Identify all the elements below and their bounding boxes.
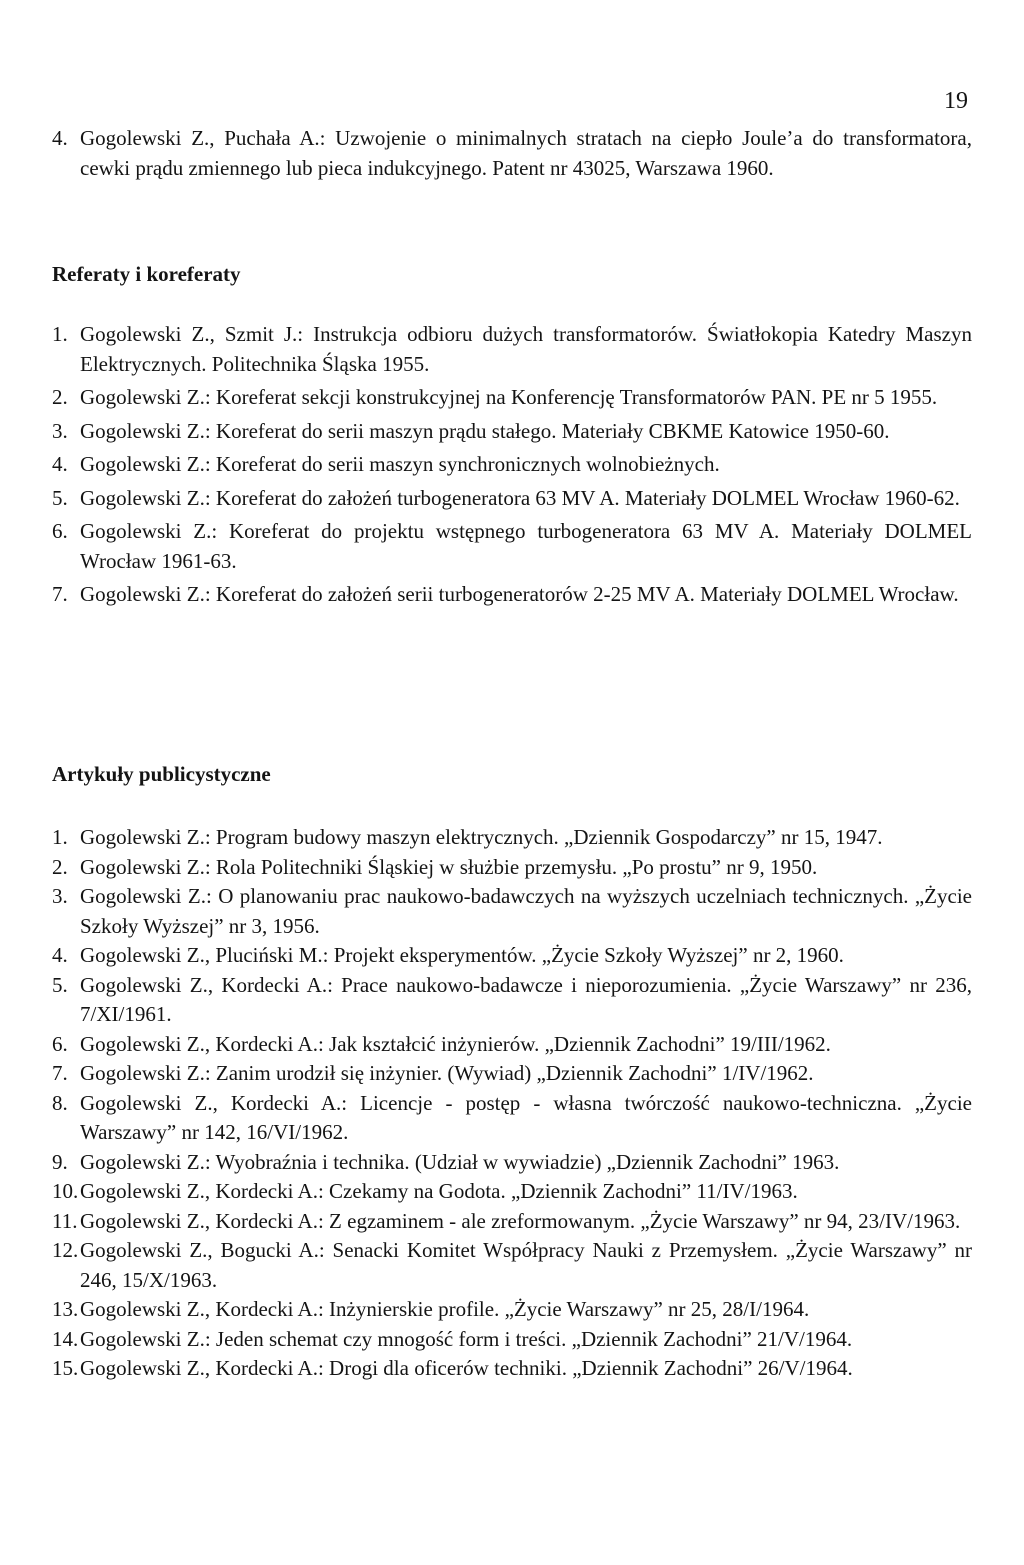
page-number: 19	[944, 88, 968, 114]
item-number: 1.	[52, 322, 68, 346]
item-number: 7.	[52, 1061, 68, 1085]
item-text: Gogolewski Z.: O planowaniu prac naukowo-badawczych na wyższych uczelniach technicznych. „Życie Szkoły Wyższej” nr 3, 1956.	[80, 884, 972, 938]
artykuly-list	[52, 823, 972, 1384]
list-item	[52, 580, 972, 610]
list-item	[52, 1236, 972, 1295]
item-number: 6.	[52, 519, 68, 543]
referaty-list	[52, 320, 972, 610]
item-text: Gogolewski Z., Pluciński M.: Projekt eksperymentów. „Życie Szkoły Wyższej” nr 2, 1960.	[80, 943, 844, 967]
list-item	[52, 1059, 972, 1089]
item-number: 15.	[52, 1356, 79, 1380]
item-number: 7.	[52, 582, 68, 606]
item-text: Gogolewski Z., Kordecki A.: Inżynierskie profile. „Życie Warszawy” nr 25, 28/I/1964.	[80, 1297, 810, 1321]
section-heading-referaty: Referaty i koreferaty	[52, 262, 241, 286]
item-text: Gogolewski Z., Kordecki A.: Czekamy na Godota. „Dziennik Zachodni” 11/IV/1963.	[80, 1179, 798, 1203]
item-number: 5.	[52, 485, 68, 510]
item-text: Gogolewski Z., Bogucki A.: Senacki Komitet Współpracy Nauki z Przemysłem. „Życie Warszawy” nr 246, 15/X/1963.	[80, 1238, 972, 1292]
list-item	[52, 1295, 972, 1325]
item-text: Gogolewski Z.: Koreferat do założeń serii turbogeneratorów 2-25 MV A. Materiały DOLMEL Wrocław.	[80, 582, 959, 606]
item-number: 4.	[52, 126, 68, 150]
section-heading-artykuly: Artykuły publicystyczne	[52, 762, 271, 786]
item-number: 8.	[52, 1090, 68, 1115]
item-text: Gogolewski Z.: Koreferat do serii maszyn prądu stałego. Materiały CBKME Katowice 1950-60.	[80, 418, 890, 443]
item-text: Gogolewski Z.: Koreferat do założeń turbogeneratora 63 MV A. Materiały DOLMEL Wrocław 1960-62.	[80, 485, 960, 510]
list-item	[52, 971, 972, 1030]
item-text: Gogolewski Z., Puchała A.: Uzwojenie o minimalnych stratach na ciepło Joule’a do transformatora, cewki prądu zmiennego lub pieca indukcyjnego. Patent nr 43025, Warszawa 1960.	[80, 126, 972, 180]
list-item	[52, 1325, 972, 1355]
item-number: 10.	[52, 1179, 79, 1203]
list-item	[52, 320, 972, 379]
list-item	[52, 484, 972, 514]
item-number: 14.	[52, 1326, 79, 1351]
item-number: 4.	[52, 943, 68, 967]
list-item	[52, 1177, 972, 1207]
list-item	[52, 124, 972, 183]
item-text: Gogolewski Z.: Jeden schemat czy mnogość form i treści. „Dziennik Zachodni” 21/V/1964.	[80, 1326, 853, 1351]
item-number: 12.	[52, 1238, 79, 1262]
item-number: 5.	[52, 972, 68, 997]
list-item	[52, 823, 972, 853]
list-item	[52, 417, 972, 447]
item-number: 2.	[52, 385, 68, 409]
item-number: 3.	[52, 884, 68, 908]
list-item	[52, 1354, 972, 1384]
item-text: Gogolewski Z.: Wyobraźnia i technika. (Udział w wywiadzie) „Dziennik Zachodni” 1963.	[80, 1149, 840, 1174]
item-text: Gogolewski Z., Szmit J.: Instrukcja odbioru dużych transformatorów. Światłokopia Katedry Maszyn Elektrycznych. Politechnika Śląska 1955.	[80, 322, 972, 376]
item-number: 4.	[52, 452, 68, 476]
item-text: Gogolewski Z.: Koreferat do projektu wstępnego turbogeneratora 63 MV A. Materiały DOLMEL Wrocław 1961-63.	[80, 519, 972, 573]
item-number: 9.	[52, 1149, 68, 1174]
item-text: Gogolewski Z., Kordecki A.: Drogi dla oficerów techniki. „Dziennik Zachodni” 26/V/1964.	[80, 1356, 853, 1380]
item-text: Gogolewski Z., Kordecki A.: Licencje - postęp - własna twórczość naukowo-techniczna. „Życie Warszawy” nr 142, 16/VI/1962.	[80, 1090, 972, 1144]
list-item	[52, 450, 972, 480]
list-item	[52, 383, 972, 413]
item-text: Gogolewski Z., Kordecki A.: Z egzaminem - ale zreformowanym. „Życie Warszawy” nr 94, 23/IV/1963.	[80, 1208, 961, 1233]
list-item	[52, 853, 972, 883]
list-item	[52, 1148, 972, 1178]
item-text: Gogolewski Z.: Rola Politechniki Śląskiej w służbie przemysłu. „Po prostu” nr 9, 1950.	[80, 854, 818, 879]
item-number: 13.	[52, 1297, 79, 1321]
list-item	[52, 517, 972, 576]
item-number: 2.	[52, 854, 68, 879]
item-number: 11.	[52, 1208, 78, 1233]
item-text: Gogolewski Z.: Koreferat do serii maszyn synchronicznych wolnobieżnych.	[80, 452, 720, 476]
list-item	[52, 882, 972, 941]
list-item	[52, 1207, 972, 1237]
patents-list	[52, 124, 972, 183]
item-number: 3.	[52, 418, 68, 443]
item-text: Gogolewski Z.: Program budowy maszyn elektrycznych. „Dziennik Gospodarczy” nr 15, 1947.	[80, 825, 883, 849]
item-text: Gogolewski Z.: Zanim urodził się inżynier. (Wywiad) „Dziennik Zachodni” 1/IV/1962.	[80, 1061, 814, 1085]
item-text: Gogolewski Z.: Koreferat sekcji konstrukcyjnej na Konferencję Transformatorów PAN. PE nr 5 1955.	[80, 385, 938, 409]
item-number: 6.	[52, 1031, 68, 1056]
item-text: Gogolewski Z., Kordecki A.: Jak kształcić inżynierów. „Dziennik Zachodni” 19/III/1962.	[80, 1031, 831, 1056]
list-item	[52, 941, 972, 971]
item-number: 1.	[52, 825, 68, 849]
list-item	[52, 1089, 972, 1148]
item-text: Gogolewski Z., Kordecki A.: Prace naukowo-badawcze i nieporozumienia. „Życie Warszawy” nr 236, 7/XI/1961.	[80, 972, 972, 1026]
list-item	[52, 1030, 972, 1060]
